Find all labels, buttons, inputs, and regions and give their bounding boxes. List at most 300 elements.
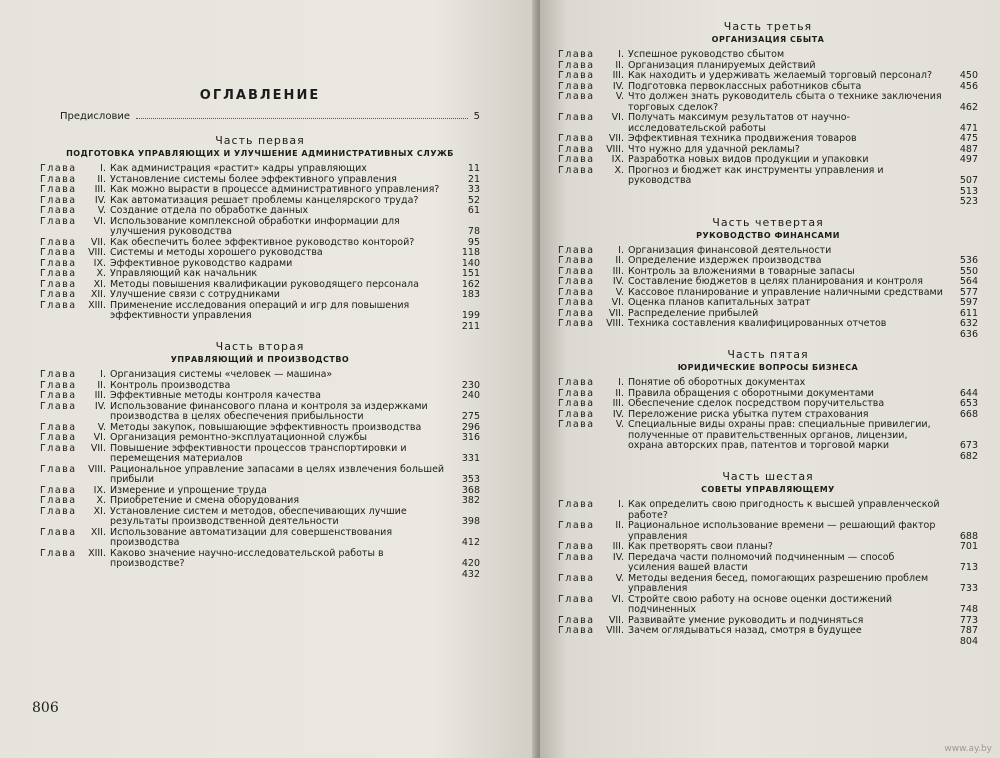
chapter-title: Правила обращения с оборотными документами [628,387,874,399]
preface-title: Предисловие [60,111,130,122]
chapter-number: VIII. [88,247,106,258]
part-subtitle: ПОДГОТОВКА УПРАВЛЯЮЩИХ И УЛУЧШЕНИЕ АДМИНИСТРАТИВНЫХ СЛУЖБ [66,149,454,158]
toc-entry [558,71,978,82]
chapter-title: Кассовое планирование и управление наличными средствами [628,286,943,298]
toc-entry [40,570,480,581]
chapter-page: 471 [959,122,978,134]
chapter-label: Глава [558,387,595,399]
chapter-page: 688 [959,530,978,542]
chapter-label: Глава [40,299,77,311]
chapter-title: Создание отдела по обработке данных [110,205,309,216]
chapter-label: Глава [558,408,595,420]
chapter-label: Глава [558,398,595,409]
chapter-title: Каково значение научно-исследовательской работы в производстве? [110,547,384,569]
chapter-number: II. [97,173,106,185]
chapter-title: Организация финансовой деятельности [628,244,832,256]
chapter-page: 140 [461,257,480,269]
chapter-label [40,322,80,333]
chapter-title: Контроль производства [110,379,231,391]
chapter-label: Глава [40,442,77,454]
chapter-number: III. [94,390,106,401]
toc-entry [558,134,978,145]
part-subtitle: РУКОВОДСТВО ФИНАНСАМИ [696,230,840,240]
chapter-number: VI. [611,112,624,123]
chapter-number: I. [100,369,106,380]
chapter-label: Глава [558,276,595,287]
chapter-number: IV. [612,276,624,287]
toc-entry [40,185,480,196]
chapter-title: Подготовка первоклассных работников сбыта [628,80,862,92]
chapter-title: Установление системы более эффективного управления [110,173,397,185]
chapter-title: Зачем оглядываться назад, смотря в будущее [628,625,862,636]
chapter-label: Глава [558,614,595,626]
part-heading: Часть пятая [727,348,809,361]
chapter-page: 353 [461,474,480,485]
chapter-page: 240 [461,390,480,401]
chapter-number: VIII. [606,143,624,155]
toc-entry [558,500,978,521]
chapter-label: Глава [40,247,77,258]
toc-entry [40,528,480,549]
chapter-number: I. [618,244,624,256]
chapter-number: V. [615,286,624,298]
chapter-number: XII. [90,526,106,538]
chapter-title: Как обеспечить более эффективное руководство конторой? [110,236,415,248]
chapter-label: Глава [40,268,77,279]
chapter-title: Развивайте умение руководить и подчиняться [628,614,864,626]
chapter-title: Измерение и упрощение труда [110,484,267,496]
chapter-label: Глава [40,184,77,195]
chapter-page: 275 [461,411,480,422]
chapter-label: Глава [40,163,77,174]
chapter-label: Глава [40,369,77,380]
part-heading: Часть третья [723,20,813,33]
toc-entry [558,197,978,208]
chapter-label [558,197,598,208]
chapter-label: Глава [40,289,77,300]
chapter-number: V. [615,91,624,102]
chapter-title: Распределение прибылей [628,307,759,319]
chapter-page: 11 [467,163,480,174]
part-subtitle: ОРГАНИЗАЦИЯ СБЫТА [711,35,825,44]
chapter-page: 368 [461,484,480,496]
chapter-number: I. [618,377,624,388]
chapter-page: 331 [461,453,480,464]
chapter-title: Использование комплексной обработки информации для улучшения руководства [110,215,400,237]
chapter-title: Как администрация «растит» кадры управляющих [110,163,367,174]
chapter-page: 61 [467,205,480,216]
toc-entry [558,521,978,542]
chapter-number [598,330,628,341]
part-subtitle: СОВЕТЫ УПРАВЛЯЮЩЕМУ [701,485,835,494]
part-heading: Часть четвертая [712,215,824,229]
chapter-label [558,187,598,198]
toc-entry [558,319,978,330]
chapter-label: Глава [40,421,77,433]
chapter-title: Передача части полномочий подчиненным — способ усиления вашей власти [628,551,895,573]
chapter-number: V. [97,421,106,433]
chapter-label: Глава [558,286,595,298]
chapter-label: Глава [40,257,77,269]
chapter-number: I. [618,49,624,60]
chapter-page: 450 [959,70,978,81]
chapter-title: Приобретение и смена оборудования [110,495,300,506]
chapter-page: 432 [461,568,480,580]
toc-entry [40,433,480,444]
chapter-number: IV. [94,194,106,206]
chapter-number: II. [615,59,624,71]
chapter-number: I. [618,499,624,510]
chapter-number: VIII. [88,463,106,475]
chapter-title: Понятие об оборотных документах [628,377,806,388]
chapter-title [628,452,944,463]
chapter-page: 632 [959,318,978,329]
chapter-page: 230 [461,379,480,391]
toc-entry [40,391,480,402]
chapter-page: 456 [959,80,978,92]
chapter-title [628,197,944,208]
chapter-title: Прогноз и бюджет как инструменты управления и руководства [628,164,884,186]
chapter-label: Глава [558,244,595,256]
chapter-page: 412 [461,537,480,548]
chapter-number: IX. [93,257,106,269]
page-number: 806 [32,700,59,716]
toc-entry [40,549,480,570]
chapter-number: X. [96,495,106,506]
chapter-number: II. [615,387,624,399]
chapter-page: 462 [959,101,978,113]
chapter-page: 475 [959,133,978,144]
chapter-title: Успешное руководство сбытом [628,49,785,60]
toc-entry [40,290,480,301]
preface-entry [60,111,480,122]
chapter-title: Стройте свою работу на основе оценки достижений подчиненных [628,593,893,615]
chapter-number: III. [94,184,106,195]
toc-entry [558,452,978,463]
chapter-label: Глава [40,547,77,559]
chapter-number: V. [97,205,106,216]
chapter-number: VIII. [606,318,624,329]
chapter-title: Специальные виды охраны прав: специальные привилегии, полученные от правительственных органов, лицензии, охрана авторских прав, патентов и торговой марки [628,419,931,451]
chapter-title: Методы ведения бесед, помогающих разрешению проблем управления [628,572,929,594]
chapter-title: Методы закупок, повышающие эффективность производства [110,421,422,433]
part-subtitle: ЮРИДИЧЕСКИЕ ВОПРОСЫ БИЗНЕСА [677,363,859,372]
chapter-title [110,570,446,581]
chapter-number: IX. [611,154,624,165]
chapter-title: Использование автоматизации для совершенствования производства [110,526,393,548]
chapter-label: Глава [558,133,595,144]
chapter-label: Глава [558,499,595,510]
chapter-label: Глава [558,59,595,71]
chapter-number: XI. [93,278,106,290]
part-heading: Часть первая [215,134,305,147]
chapter-title [110,322,446,333]
toc-entry [558,637,978,648]
chapter-page: 497 [959,154,978,165]
chapter-label: Глава [40,432,77,443]
chapter-page: 151 [461,268,480,279]
chapter-label: Глава [40,379,77,391]
chapter-number: IV. [612,80,624,92]
right-toc-column [558,12,978,647]
chapter-number: VII. [608,307,624,319]
toc-entry [40,164,480,175]
toc-entry [40,301,480,322]
chapter-label: Глава [558,551,595,563]
toc-entry [40,248,480,259]
chapter-page: 382 [461,495,480,506]
chapter-number: VII. [90,442,106,454]
chapter-page: 773 [959,614,978,626]
chapter-page: 550 [959,265,978,277]
chapter-page: 513 [959,185,978,197]
chapter-label: Глава [558,255,595,266]
chapter-page: 644 [959,387,978,399]
chapter-label: Глава [40,505,77,517]
chapter-title: Методы повышения квалификации руководящего персонала [110,278,419,290]
toc-title: ОГЛАВЛЕНИЕ [199,88,321,103]
chapter-number: II. [97,379,106,391]
chapter-title: Системы и методы хорошего руководства [110,247,323,258]
toc-entry [558,256,978,267]
chapter-number [598,637,628,648]
chapter-title: Составление бюджетов в целях планирования и контроля [628,276,923,287]
chapter-page: 597 [959,297,978,308]
chapter-title: Организация планируемых действий [628,59,816,71]
chapter-page: 507 [959,175,978,186]
chapter-page: 162 [461,278,480,290]
chapter-label [40,570,80,581]
chapter-number [80,322,110,333]
chapter-title: Получать максимум результатов от научно-исследовательской работы [628,112,850,134]
chapter-title: Применение исследования операций и игр для повышения эффективности управления [110,299,410,321]
chapter-page: 78 [467,226,480,237]
chapter-number: VII. [608,133,624,144]
chapter-page: 611 [959,307,978,319]
chapter-page: 21 [467,173,480,185]
toc-entry [558,553,978,574]
chapter-label: Глава [558,154,595,165]
chapter-page: 487 [959,143,978,155]
chapter-label [558,637,598,648]
chapter-number [598,197,628,208]
chapter-label: Глава [40,205,77,216]
chapter-number: IV. [94,400,106,412]
toc-entry [558,330,978,341]
toc-entry [40,322,480,333]
chapter-label [558,452,598,463]
chapter-label: Глава [558,112,595,123]
chapter-title [628,637,944,648]
toc-entry [558,574,978,595]
chapter-number: IV. [612,551,624,563]
chapter-page: 33 [467,184,480,195]
toc-entry [558,298,978,309]
chapter-number: XII. [90,289,106,300]
chapter-label: Глава [558,91,595,102]
chapter-title: Эффективное руководство кадрами [110,257,293,269]
chapter-number: IX. [93,484,106,496]
chapter-page: 713 [959,562,978,573]
part-heading: Часть шестая [722,470,814,483]
chapter-title: Разработка новых видов продукции и упаковки [628,154,869,165]
chapter-title: Оценка планов капитальных затрат [628,297,811,308]
chapter-title: Как можно вырасти в процессе административного управления? [110,184,440,195]
chapter-label: Глава [558,419,595,430]
toc-entry [40,259,480,270]
chapter-label: Глава [558,520,595,531]
chapter-title: Обеспечение сделок посредством поручительства [628,398,885,409]
chapter-title: Улучшение связи с сотрудниками [110,289,280,300]
chapter-title: Рациональное управление запасами в целях извлечения большей прибыли [110,463,445,485]
chapter-title: Эффективная техника продвижения товаров [628,133,857,144]
toc-entry [40,507,480,528]
chapter-page: 701 [959,541,978,552]
chapter-page: 296 [461,421,480,433]
toc-entry [40,402,480,423]
toc-entry [558,595,978,616]
chapter-label: Глава [558,377,595,388]
chapter-number: V. [615,419,624,430]
chapter-number: VII. [608,614,624,626]
chapter-label: Глава [558,307,595,319]
toc-entry [40,217,480,238]
toc-entry [40,370,480,381]
toc-entry [558,420,978,452]
chapter-page: 52 [467,194,480,206]
toc-entry [40,206,480,217]
chapter-label: Глава [40,194,77,206]
toc-entry [558,155,978,166]
leader-dots [136,111,468,119]
chapter-title: Как определить свою пригодность к высшей управленческой работе? [628,499,940,521]
toc-entry [40,444,480,465]
chapter-label: Глава [558,143,595,155]
chapter-label: Глава [558,625,595,636]
chapter-page: 748 [959,604,978,615]
chapter-title: Контроль за вложениями в товарные запасы [628,265,855,277]
chapter-title: Рациональное использование времени — решающий фактор управления [628,520,936,542]
chapter-number: VI. [611,297,624,308]
chapter-label: Глава [40,236,77,248]
toc-entry [558,187,978,198]
toc-entry [558,378,978,389]
chapter-page: 733 [959,583,978,594]
chapter-label: Глава [40,215,77,227]
chapter-number: III. [612,265,624,277]
chapter-label: Глава [40,484,77,496]
right-page [540,0,1000,758]
chapter-number: V. [615,572,624,584]
toc-entry [558,92,978,113]
chapter-title: Эффективные методы контроля качества [110,390,321,401]
chapter-number: XIII. [88,547,106,559]
chapter-number: III. [612,541,624,552]
chapter-label: Глава [558,80,595,92]
chapter-page: 420 [461,558,480,569]
toc-entry [558,277,978,288]
chapter-title: Что нужно для удачной рекламы? [628,143,800,155]
chapter-label: Глава [40,173,77,185]
chapter-label: Глава [558,49,595,60]
chapter-number: VIII. [606,625,624,636]
chapter-page: 653 [959,398,978,409]
chapter-title: Как находить и удерживать желаемый торговый персонал? [628,70,932,81]
part-heading: Часть вторая [215,340,305,353]
toc-entry [558,399,978,410]
chapter-page: 118 [461,247,480,258]
chapter-title: Определение издержек производства [628,255,822,266]
chapter-number: X. [96,268,106,279]
chapter-page: 95 [467,236,480,248]
chapter-label: Глава [40,495,77,506]
toc-entry [40,465,480,486]
chapter-label: Глава [40,390,77,401]
toc-entry [558,626,978,637]
chapter-title: Как претворять свои планы? [628,541,773,552]
chapter-title: Как автоматизация решает проблемы канцелярского труда? [110,194,419,206]
chapter-number: VI. [93,432,106,443]
chapter-page: 211 [461,320,480,332]
chapter-title: Организация ремонтно-эксплуатационной службы [110,432,367,443]
chapter-title: Использование финансового плана и контроля за издержками производства в целях обеспечения прибыльности [110,400,428,422]
chapter-page: 682 [959,450,978,462]
chapter-page: 804 [959,635,978,647]
chapter-number: XIII. [88,299,106,311]
toc-entry [558,542,978,553]
chapter-title: Переложение риска убытка путем страхования [628,408,869,420]
chapter-page: 316 [461,432,480,443]
part-subtitle: УПРАВЛЯЮЩИЙ И ПРОИЗВОДСТВО [170,355,350,364]
watermark: www.ay.by [944,744,992,754]
chapter-number: XI. [93,505,106,517]
chapter-number: I. [100,163,106,174]
chapter-label: Глава [40,278,77,290]
chapter-page: 577 [959,286,978,298]
chapter-number: III. [612,398,624,409]
chapter-label: Глава [558,318,595,329]
chapter-number: VI. [93,215,106,227]
chapter-number [80,570,110,581]
toc-entry [40,496,480,507]
chapter-label: Глава [40,400,77,412]
chapter-label: Глава [40,526,77,538]
chapter-number: VI. [611,593,624,605]
chapter-page: 398 [461,516,480,527]
chapter-label [558,330,598,341]
chapter-page: 787 [959,625,978,636]
chapter-page: 183 [461,289,480,300]
chapter-page: 199 [461,310,480,321]
chapter-label: Глава [558,70,595,81]
toc-entry [558,50,978,61]
chapter-title: Что должен знать руководитель сбыта о технике заключения торговых сделок? [628,91,942,113]
chapter-number: II. [615,520,624,531]
chapter-title [628,187,944,198]
chapter-number: VII. [90,236,106,248]
chapter-page: 523 [959,196,978,207]
chapter-label: Глава [558,593,595,605]
toc-entry [40,269,480,280]
left-toc-column [40,88,480,580]
chapter-title: Организация системы «человек — машина» [110,369,333,380]
chapter-title: Техника составления квалифицированных отчетов [628,318,887,329]
chapter-number: X. [614,164,624,176]
chapter-label: Глава [558,297,595,308]
chapter-title: Установление систем и методов, обеспечивающих лучшие результаты производственной деятельности [110,505,407,527]
chapter-label: Глава [40,463,77,475]
chapter-number: II. [615,255,624,266]
